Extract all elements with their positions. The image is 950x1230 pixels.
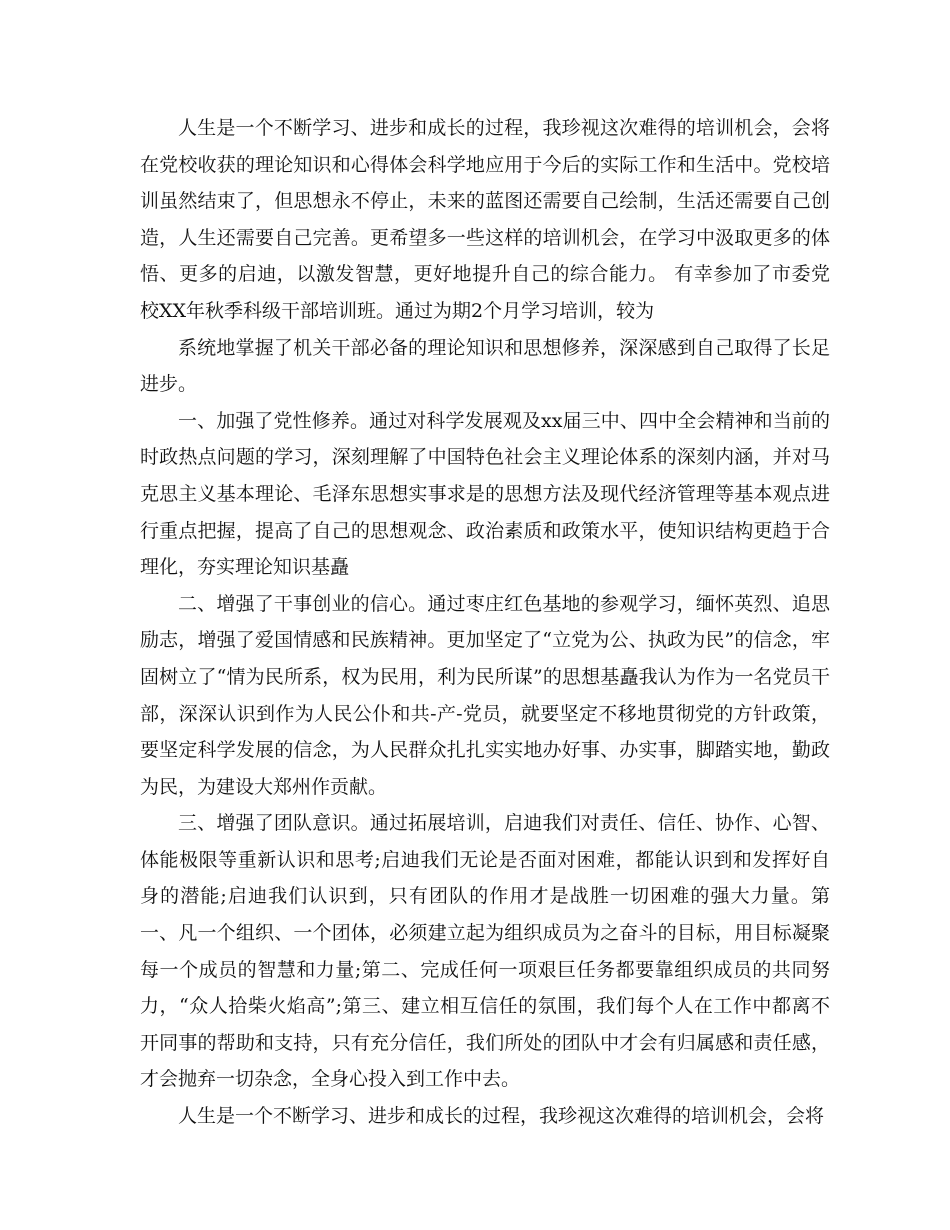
document-body (140, 110, 830, 1135)
paragraph-2: 系统地掌握了机关干部必备的理论知识和思想修养，深深感到自己取得了长足进步。 (140, 336, 830, 396)
paragraph-4: 二、增强了干事创业的信心。通过枣庄红色基地的参观学习，缅怀英烈、追思励志，增强了爱国情感和民族精神。更加坚定了“立党为公、执政为民”的信念，牢固树立了“情为民所系，权为民用，利为民所谋”的思想基矗我认为作为一名党员干部，深深认识到作为人民公仆和共-产-党员，就要坚定不移地贯彻党的方针政策，要坚定科学发展的信念，为人民群众扎扎实实地办好事、办实事，脚踏实地，勤政为民，为建设大郑州作贡献。 (140, 592, 830, 798)
paragraph-6: 人生是一个不断学习、进步和成长的过程，我珍视这次难得的培训机会，会将 (178, 1105, 825, 1128)
paragraph-5: 三、增强了团队意识。通过拓展培训，启迪我们对责任、信任、协作、心智、体能极限等重新认识和思考;启迪我们无论是否面对困难，都能认识到和发挥好自身的潜能;启迪我们认识到，只有团队的作用才是战胜一切困难的强大力量。第一、凡一个组织、一个团体，必须建立起为组织成员为之奋斗的目标，用目标凝聚每一个成员的智慧和力量;第二、完成任何一项艰巨任务都要靠组织成员的共同努力，“众人拾柴火焰高”;第三、建立相互信任的氛围，我们每个人在工作中都离不开同事的帮助和支持，只有充分信任，我们所处的团队中才会有归属感和责任感，才会抛弃一切杂念，全身心投入到工作中去。 (140, 812, 830, 1091)
paragraph-1: 人生是一个不断学习、进步和成长的过程，我珍视这次难得的培训机会，会将在党校收获的理论知识和心得体会科学地应用于今后的实际工作和生活中。党校培训虽然结束了，但思想永不停止，未来的蓝图还需要自己绘制，生活还需要自己创造，人生还需要自己完善。更希望多一些这样的培训机会，在学习中汲取更多的体悟、更多的启迪，以激发智慧，更好地提升自己的综合能力。 有幸参加了市委党校XX年秋季科级干部培训班。通过为期2个月学习培训，较为 (140, 117, 830, 322)
paragraph-3: 一、加强了党性修养。通过对科学发展观及xx届三中、四中全会精神和当前的时政热点问题的学习，深刻理解了中国特色社会主义理论体系的深刻内涵，并对马克思主义基本理论、毛泽东思想实事求是的思想方法及现代经济管理等基本观点进行重点把握，提高了自己的思想观念、政治素质和政策水平，使知识结构更趋于合理化，夯实理论知识基矗 (140, 409, 830, 579)
